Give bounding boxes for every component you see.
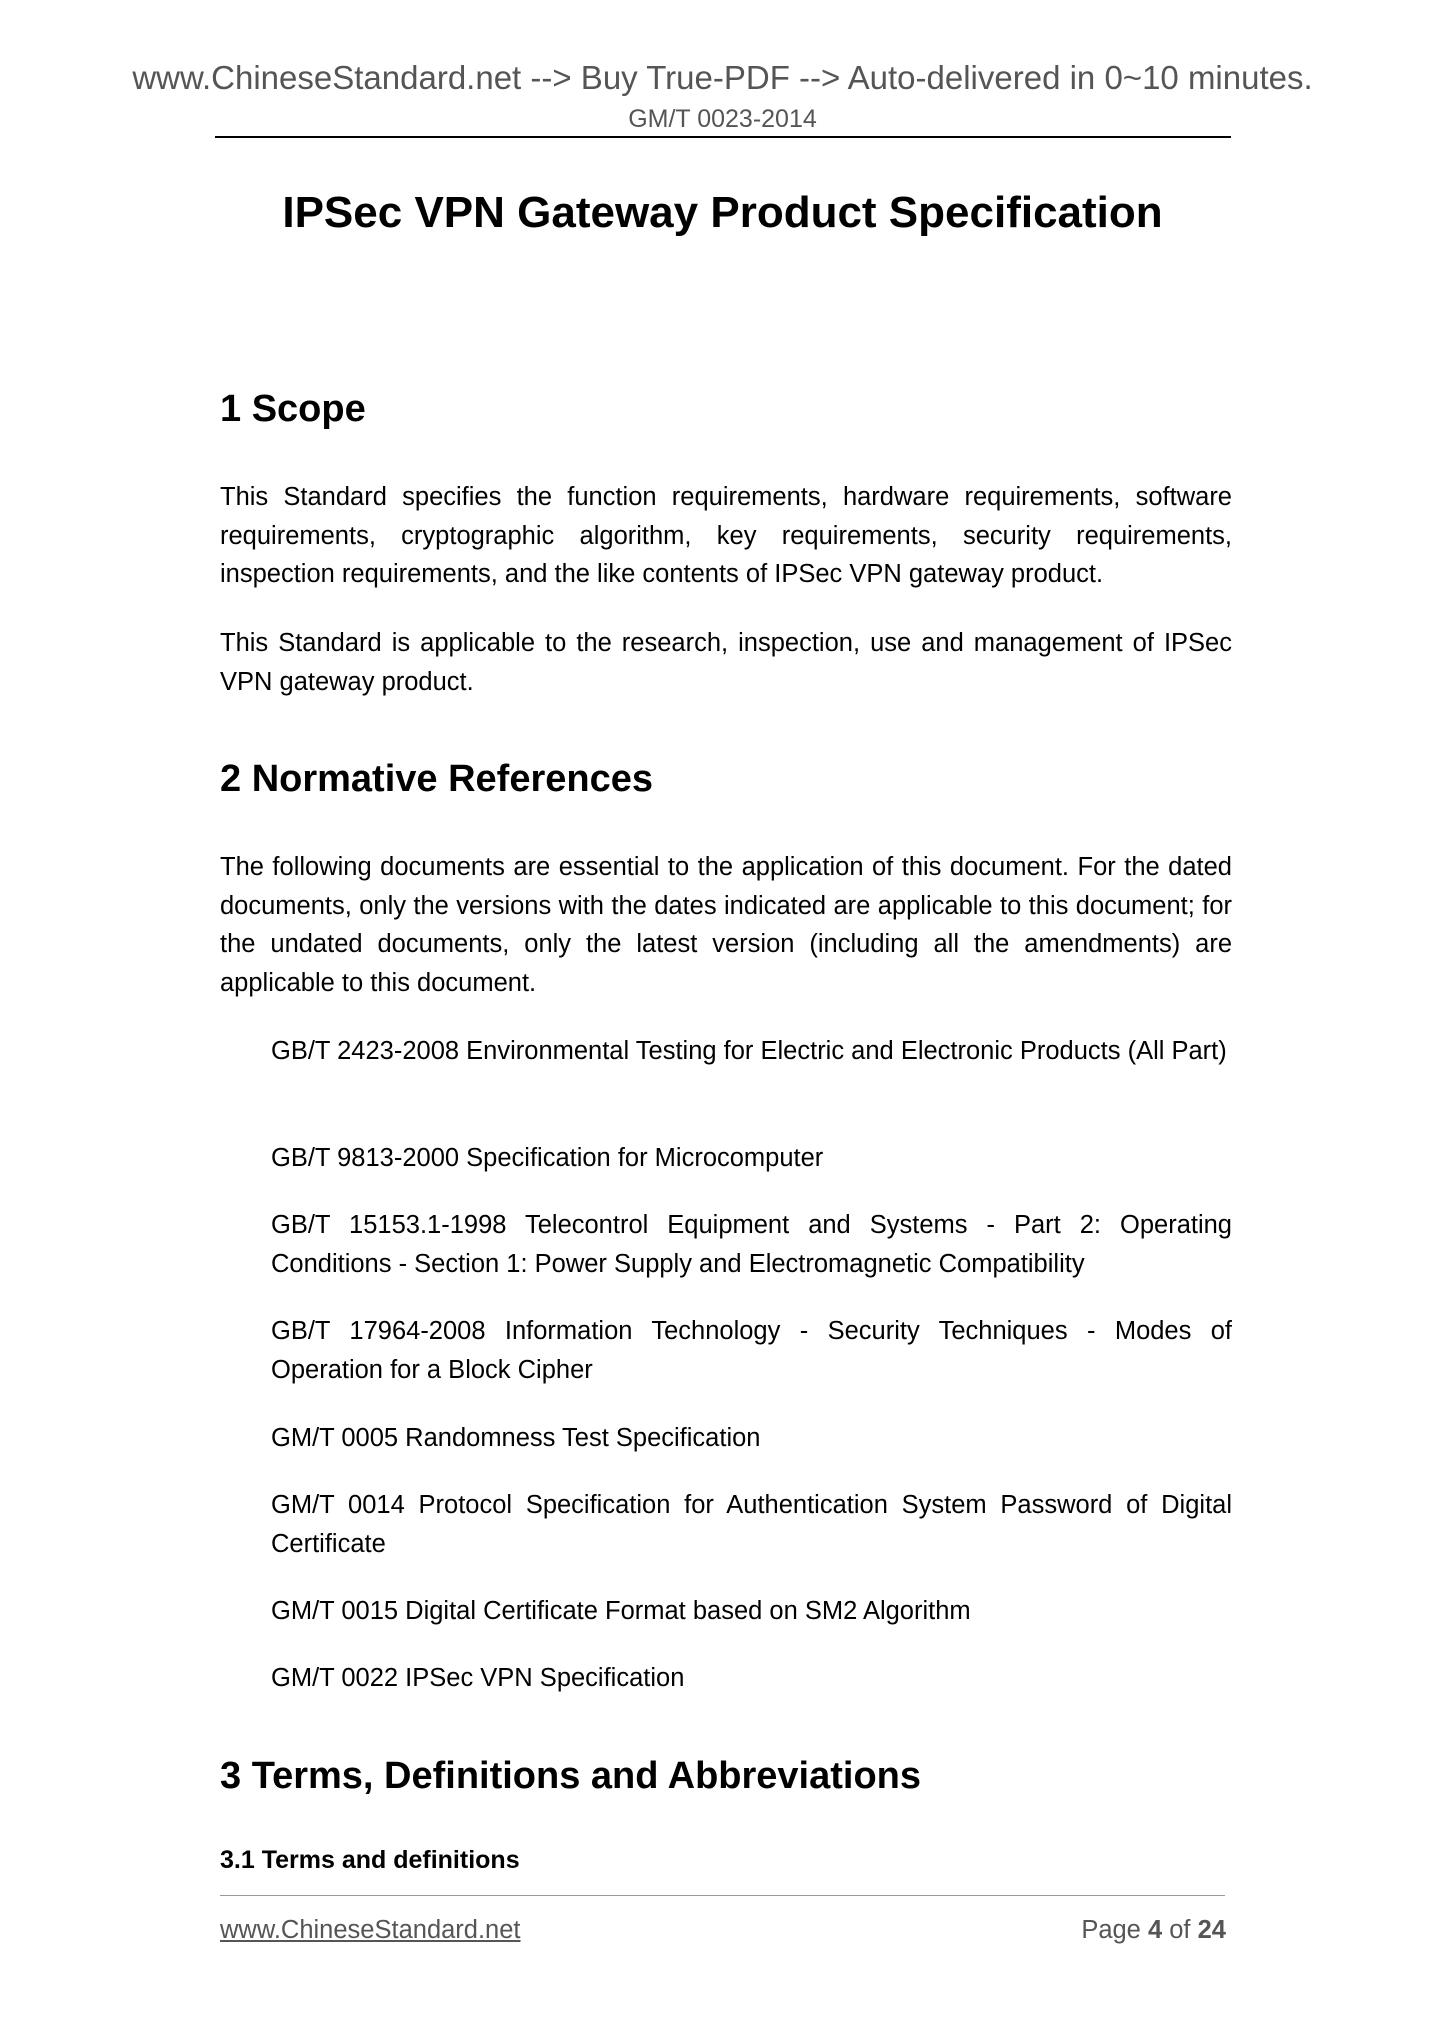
scope-paragraph-2: This Standard is applicable to the research, inspection, use and management of IPSec VPN gateway product. — [220, 629, 1232, 696]
reference-item: GM/T 0014 Protocol Specification for Authentication System Password of Digital Certificate — [271, 1491, 1232, 1558]
standard-code: GM/T 0023-2014 — [628, 105, 817, 133]
normative-intro: The following documents are essential to the application of this document. For the dated documents, only the versions with the dates indicated are applicable to this document; for the undated documents, only the latest version (including all the amendments) are applicable to this document. — [220, 853, 1232, 997]
page-total: 24 — [1197, 1916, 1226, 1944]
footer-site-link[interactable]: www.ChineseStandard.net — [220, 1916, 521, 1944]
reference-item: GB/T 15153.1-1998 Telecontrol Equipment and Systems - Part 2: Operating Conditions - Section 1: Power Supply and Electromagnetic Compatibility — [271, 1211, 1232, 1278]
reference-item: GB/T 17964-2008 Information Technology - Security Techniques - Modes of Operation for a Block Cipher — [271, 1317, 1232, 1384]
header-banner: www.ChineseStandard.net --> Buy True-PDF --> Auto-delivered in 0~10 minutes. — [132, 59, 1313, 96]
footer-divider — [220, 1895, 1225, 1896]
page-current: 4 — [1147, 1916, 1163, 1944]
section-1-heading: 1 Scope — [220, 388, 366, 430]
reference-item: GM/T 0015 Digital Certificate Format based on SM2 Algorithm — [271, 1597, 971, 1625]
page-prefix: Page — [1081, 1916, 1141, 1944]
header-divider — [215, 136, 1231, 138]
reference-item: GB/T 2423-2008 Environmental Testing for Electric and Electronic Products (All Part) — [271, 1037, 1227, 1065]
page-of: of — [1169, 1916, 1191, 1944]
reference-item: GM/T 0005 Randomness Test Specification — [271, 1424, 761, 1452]
section-3-heading: 3 Terms, Definitions and Abbreviations — [220, 1755, 922, 1797]
reference-item: GM/T 0022 IPSec VPN Specification — [271, 1664, 685, 1692]
section-3-1-heading: 3.1 Terms and definitions — [220, 1846, 520, 1874]
document-title: IPSec VPN Gateway Product Specification — [282, 188, 1163, 237]
page-indicator — [1081, 1914, 1226, 1946]
scope-paragraph-1: This Standard specifies the function requirements, hardware requirements, software requirements, cryptographic algorithm, key requirements, security requirements, inspection requirements, and the like contents of IPSec VPN gateway product. — [220, 483, 1232, 588]
reference-item: GB/T 9813-2000 Specification for Microcomputer — [271, 1144, 824, 1172]
section-2-heading: 2 Normative References — [220, 758, 653, 800]
